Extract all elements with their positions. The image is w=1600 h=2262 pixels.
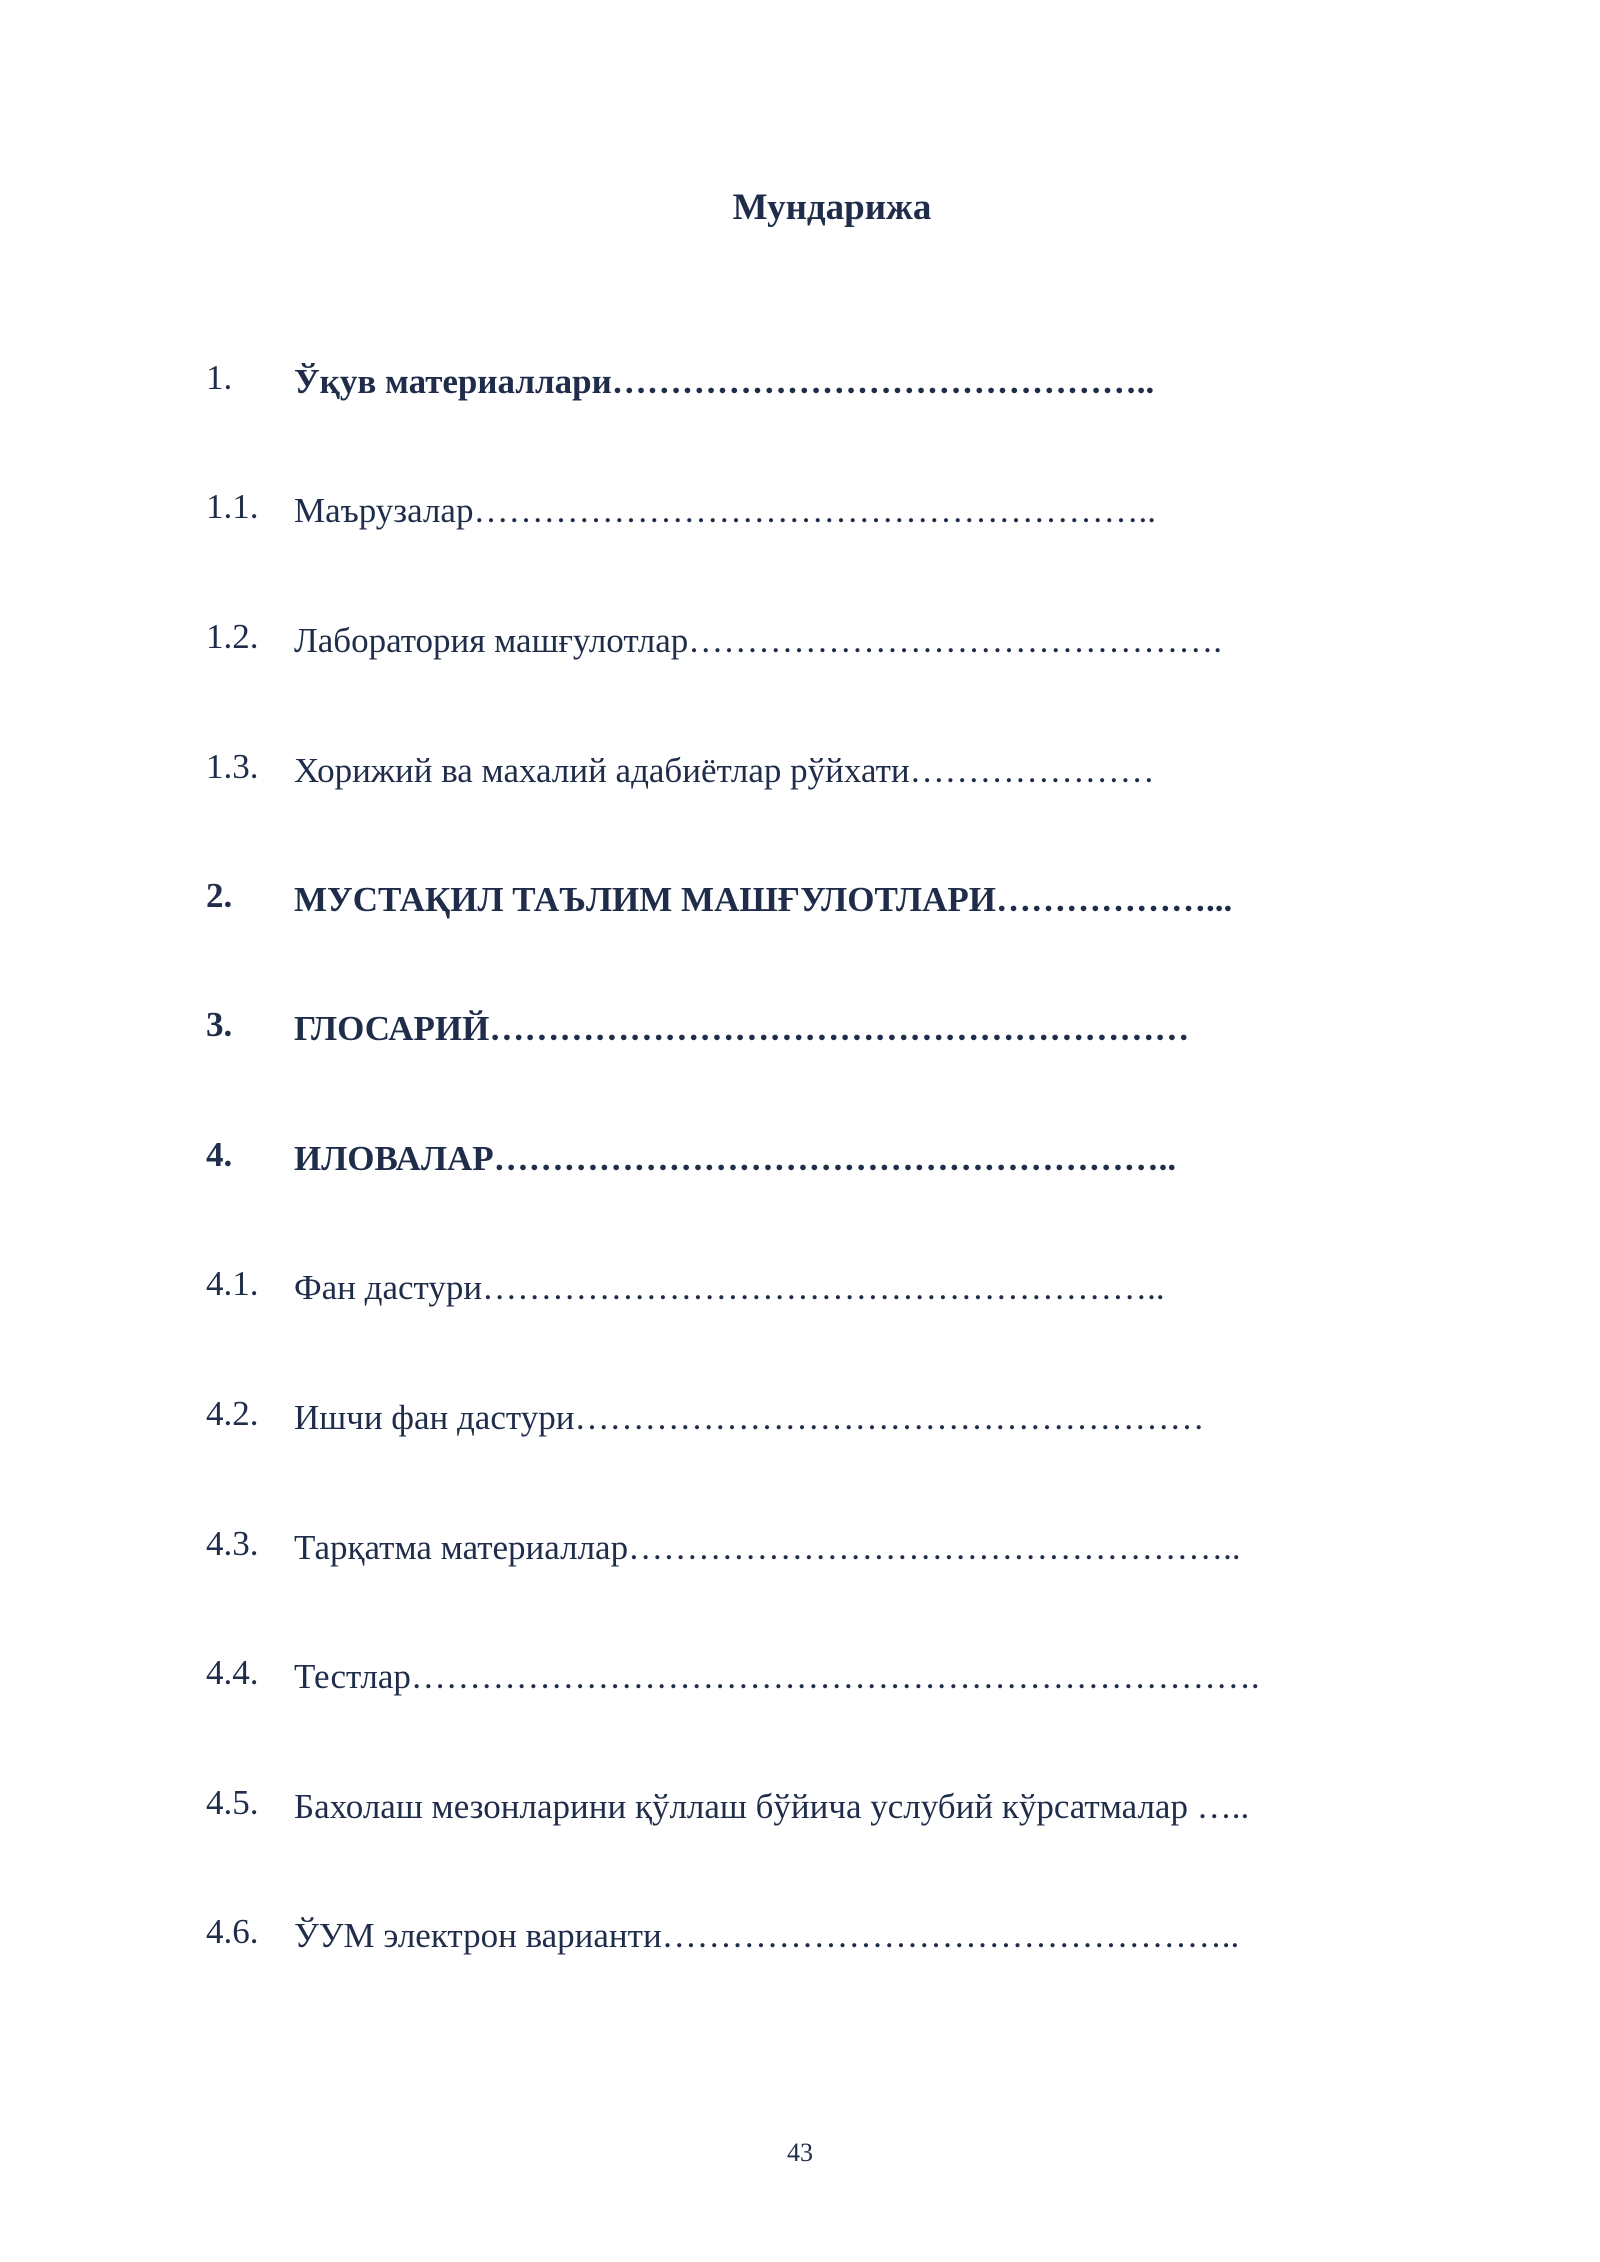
toc-title: ИЛОВАЛАР………………………………………………….. [294,1139,1177,1178]
toc-item [0,487,1600,547]
toc-number: 1.2. [206,617,259,656]
toc-title: Хорижий ва махалий адабиётлар рўйхати………………… [294,751,1155,790]
toc-item [0,358,1600,418]
toc-number: 2. [206,876,233,915]
toc-number: 4.4. [206,1653,259,1692]
toc-number: 1. [206,358,233,397]
toc-number: 1.1. [206,487,259,526]
toc-number: 4.2. [206,1394,259,1433]
toc-item [0,1912,1600,1972]
toc-title: Маърузалар………………………………………………….. [294,491,1156,530]
toc-title: ЎУМ электрон варианти………………………………………….. [294,1916,1240,1955]
toc-item [0,876,1600,936]
toc-item [0,1264,1600,1324]
toc-title: Ишчи фан дастури……………………………………………… [294,1398,1205,1437]
toc-item [0,1005,1600,1065]
toc-title: МУСТАҚИЛ ТАЪЛИМ МАШҒУЛОТЛАРИ………………... [294,880,1233,919]
toc-item [0,617,1600,677]
toc-number: 4.5. [206,1783,259,1822]
toc-title: ГЛОСАРИЙ…………………………………………………… [294,1009,1190,1048]
toc-title: Тестлар………………………………………………………………. [294,1657,1260,1696]
page-title: Мундарижа [732,187,932,228]
toc-number: 4.3. [206,1524,259,1563]
toc-title: Фан дастури………………………………………………….. [294,1268,1165,1307]
toc-number: 4.6. [206,1912,259,1951]
toc-number: 1.3. [206,747,259,786]
toc-item [0,1653,1600,1713]
toc-title: Ўқув материаллари……………………………………….. [294,362,1155,401]
toc-item [0,1394,1600,1454]
toc-item [0,747,1600,807]
toc-number: 4. [206,1135,233,1174]
toc-title: Тарқатма материаллар…………………………………………….. [294,1528,1241,1567]
toc-item [0,1783,1600,1843]
page-number: 43 [787,2138,813,2167]
toc-title: Бахолаш мезонларини қўллаш бўйича услубий кўрсатмалар ….. [294,1787,1250,1826]
toc-item [0,1135,1600,1195]
toc-title: Лаборатория машғулотлар………………………………………. [294,621,1223,660]
toc-item [0,1524,1600,1584]
toc-number: 4.1. [206,1264,259,1303]
toc-number: 3. [206,1005,233,1044]
